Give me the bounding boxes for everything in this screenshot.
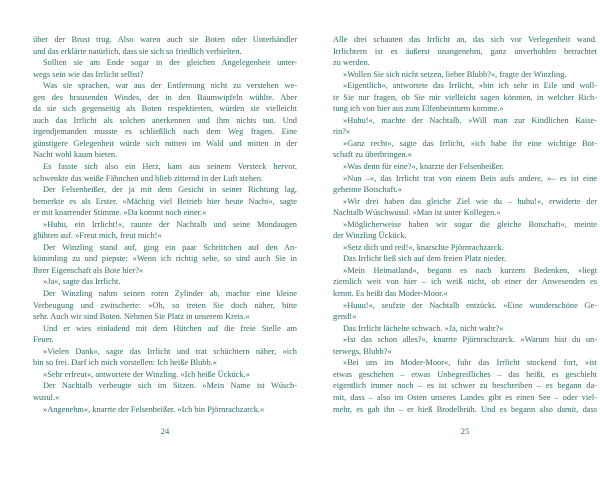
text-line: »Eigentlich«, antwortete das Irrlicht, »bin ich sehr in Eile und woll- [343, 81, 597, 91]
text-line: »Angenehm«, knarrte der Felsenbeißer. »Ich bin Pjörnrachzarck.« [43, 404, 265, 414]
text-line: »Mein Heimatland«, begann es nach kurzem Bedenken, »liegt [343, 265, 597, 275]
text-line: »Bei uns im Moder-Moor«, fuhr das Irrlicht stockend fort, »ist [343, 358, 597, 368]
text-line: sehr. Auch wir sind Boten. Nehmen Sie Platz in unserem Kreis.« [33, 312, 250, 322]
text-line: »Huhu, ein Irrlicht!«, raunte der Nachtalb und seine Mondaugen [43, 219, 297, 229]
text-line: wegs sein wie das Irrlicht selbst? [33, 69, 144, 79]
text-line: te Sie nur fragen, ob Sie mir vielleicht sagen könnten, in welcher Rich- [333, 92, 597, 102]
text-line: irgendjemanden musste es schließlich nach dem Weg fragen. Eine [33, 127, 297, 137]
text-line: tung ich von hier aus zum Elfenbeinturm komme.« [333, 104, 504, 114]
text-line: »Wollen Sie sich nicht setzen, lieber Blubb?«, fragte der Winzling. [343, 69, 567, 79]
page-number-left: 24 [160, 426, 170, 436]
text-line: »Wir drei haben das gleiche Ziel wie du – huhu!«, erwiderte der [343, 196, 597, 206]
text-line: »Ist das schon alles?«, knarrte Pjörnrachzarck. »Warum bist du un- [343, 335, 597, 345]
text-line: Und er wies einladend mit dem Hütchen auf die freie Stelle am [43, 323, 297, 333]
page-number-right: 25 [460, 426, 470, 436]
text-line: terwegs, Blubb?« [333, 346, 392, 356]
text-line: Verbeugung und zwitscherte: »Oh, so treten Sie doch näher, bitte [33, 300, 297, 310]
text-line: Alle drei schauten das Irrlicht an, das sich vor Verlegenheit wand. [333, 35, 597, 44]
text-line: kömmling zu und piepste: »Wenn ich richtig sehe, so sind auch Sie in [33, 254, 297, 264]
text-line: Nachtalb Wúschwusul. »Man ist unter Kollegen.« [333, 208, 501, 218]
text-line: »Sehr erfreut«, antwortete der Winzling. »Ich heiße Ückück.« [43, 369, 250, 379]
text-line: Was sie sprachen, war aus der Entfernung nicht zu verstehen we- [43, 81, 297, 91]
text-line: bemerkte es als Erster. »Mächtig viel Betrieb hier heute Nacht«, sagte [33, 196, 297, 206]
text-line: ziemlich weit von hier – ich weiß nicht, ob einer der Anwesenden es [333, 277, 597, 287]
text-line: kennt. Es heißt das Moder-Moor.« [333, 289, 448, 299]
text-line: »Möglicherweise haben wir sogar die gleiche Botschaft«, meinte [343, 219, 597, 229]
text-line: Nacht wohl kaum bieten. [33, 150, 118, 160]
text-line: mit, dass – also im Osten unseres Landes gibt es einen See – oder viel- [333, 392, 597, 402]
text-line: Ihrer Eigenschaft als Bote hier?« [33, 265, 144, 275]
text-line: eigentlich immer noch – es ist schwer zu beschreiben – es begann da- [333, 381, 597, 391]
text-line: zu werden. [333, 58, 370, 68]
text-line: »Nun –«, das Irrlicht trat von einem Bein aufs andere, »– es ist eine [343, 173, 597, 183]
text-line: »Huuu!«, seufzte der Nachtalb entzückt. »Eine wunderschöne Ge- [343, 300, 597, 310]
text-line: Der Winzling stand auf, ging ein paar Schrittchen auf den An- [43, 242, 297, 252]
text-line: Das Irrlicht ließ sich auf dem freien Platz nieder. [343, 254, 507, 264]
text-line: etwas geschehen – etwas Unbegreifliches – das heißt, es geschieht [333, 369, 597, 379]
text-line: der Winzling Ückück. [333, 231, 407, 241]
text-line: wusul.« [33, 392, 60, 402]
text-line: Feuer. [33, 335, 54, 345]
text-line: schaft zu überbringen.« [333, 150, 412, 160]
text-line: »Ja«, sagte das Irrlicht. [43, 277, 121, 287]
text-line: »Vielen Dank«, sagte das Irrlicht und trat schüchtern näher, »ich [43, 346, 297, 356]
text-line: Der Winzling nahm seinen roten Zylinder ab, machte eine kleine [43, 289, 297, 299]
text-line: Irrlichtern ist es äußerst unangenehm, ganz unverhohlen betrachtet [333, 46, 597, 56]
page-right-text [333, 0, 597, 415]
text-line: glühten auf. »Freut mich, freut mich!« [33, 231, 162, 241]
text-line: schwenkte das weiße Fähnchen und blieb zitternd in der Luft stehen. [33, 173, 264, 183]
text-line: »Setz dich und red!«, knarschte Pjörnrachzarck. [343, 242, 504, 252]
text-line: über der Brust trug. Also waren auch sie Boten oder Unterhändler [33, 35, 297, 44]
text-line: geheime Botschaft.« [333, 185, 402, 195]
page-left-text [33, 0, 297, 415]
text-line: auch das Irrlicht als solchen anerkennen und ihm nichts tun. Und [33, 115, 297, 125]
page-right[interactable] [333, 0, 597, 478]
page-left[interactable] [33, 0, 297, 478]
text-line: Der Nachtalb verbeugte sich im Sitzen. »Mein Name ist Wúsch- [43, 381, 297, 391]
text-line: gen des brausenden Windes, der in den Baumwipfeln wühlte. Aber [33, 92, 297, 102]
text-line: mehr, es gab ihn – er hieß Brodelbrüh. Und es begann also damit, dass [333, 404, 597, 414]
text-line: »Was denn für eine?«, knarzte der Felsenbeißer. [343, 162, 504, 172]
text-line: Sollten sie am Ende sogar in der gleichen Angelegenheit unter- [43, 58, 297, 68]
text-line: rin?« [333, 127, 351, 137]
text-line: Das Irrlicht lächelte schwach. »Ja, nicht wahr?« [343, 323, 504, 333]
text-line: »Huhu!«, machte der Nachtalb. »Will man zur Kindlichen Kaise- [343, 115, 597, 125]
text-line: günstigere Gelegenheit würde sich mitten im Wald und mitten in der [33, 138, 297, 148]
text-line: bin so frei. Darf ich mich vorstellen: Ich heiße Blubb.« [33, 358, 217, 368]
text-line: er mit knarrender Stimme. »Da kommt noch einer.« [33, 208, 207, 218]
text-line: Der Felsenbeißer, der ja mit dem Gesicht in seiner Richtung lag, [43, 185, 297, 195]
text-line: gend!« [333, 312, 357, 322]
text-line: und das erklärte natürlich, dass sie sich so friedlich verhielten. [33, 46, 242, 56]
text-line: da sie sich gegenseitig als Boten respektierten, würden sie vielleicht [33, 104, 297, 114]
text-line: Es fasste sich also ein Herz, kam aus seinem Versteck hervor, [43, 162, 297, 172]
text-line: »Ganz recht«, sagte das Irrlicht, »ich habe ihr eine wichtige Bot- [343, 138, 597, 148]
